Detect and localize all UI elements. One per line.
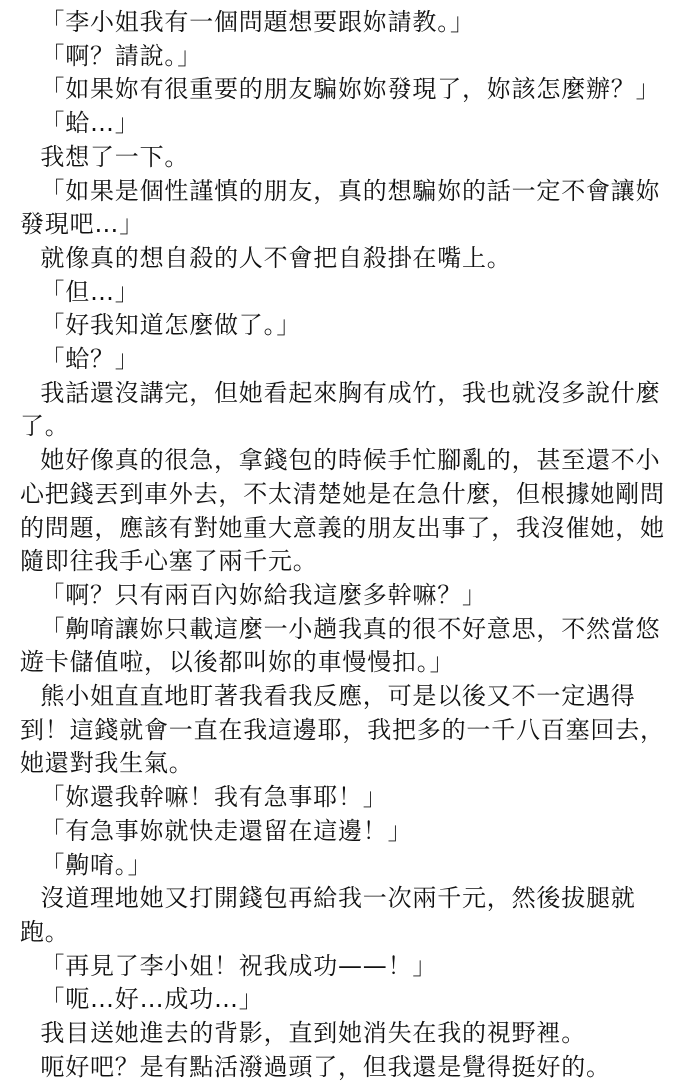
paragraph-17: 「有急事妳就快走還留在這邊！」	[40, 816, 413, 845]
paragraph-6: 「如果是個性謹慎的朋友，真的想騙妳的話一定不會讓妳發現吧…」	[20, 176, 661, 239]
paragraph-21: 「呃…好…成功…」	[40, 985, 264, 1014]
paragraph-18: 「齁唷。」	[40, 850, 153, 879]
paragraph-19: 沒道理地她又打開錢包再給我一次兩千元，然後拔腿就跑。	[20, 884, 636, 946]
paragraph-2: 「啊？請說。」	[40, 41, 202, 70]
paragraph-23: 呃好吧？是有點活潑過頭了，但我還是覺得挺好的。	[40, 1052, 611, 1081]
paragraph-4: 「蛤…」	[40, 109, 140, 138]
paragraph-15: 熊小姐直直地盯著我看我反應，可是以後又不一定遇得到！這錢就會一直在我這邊耶，我把多的一千八百塞回去，她還對我生氣。	[20, 682, 665, 778]
story-text	[20, 6, 668, 1085]
paragraph-5: 我想了一下。	[40, 142, 190, 171]
paragraph-1: 「李小姐我有一個問題想要跟妳請教。」	[40, 8, 475, 36]
paragraph-16: 「妳還我幹嘛！我有急事耶！」	[40, 783, 388, 812]
paragraph-3: 「如果妳有很重要的朋友騙妳妳發現了，妳該怎麼辦？」	[40, 75, 661, 104]
paragraph-9: 「好我知道怎麼做了。」	[40, 311, 302, 340]
paragraph-11: 我話還沒講完，但她看起來胸有成竹，我也就沒多說什麼了。	[20, 378, 661, 441]
paragraph-10: 「蛤？」	[40, 345, 140, 374]
paragraph-8: 「但…」	[40, 277, 140, 306]
paragraph-7: 就像真的想自殺的人不會把自殺掛在嘴上。	[40, 243, 512, 272]
paragraph-22: 我目送她進去的背影，直到她消失在我的視野裡。	[40, 1019, 586, 1048]
paragraph-12: 她好像真的很急，拿錢包的時候手忙腳亂的，甚至還不小心把錢丟到車外去，不太清楚她是在急什麼，但根據她剛問的問題，應該有對她重大意義的朋友出事了，我沒催她，她隨即往我手心塞了兩千元。	[20, 446, 665, 576]
paragraph-14: 「齁唷讓妳只載這麼一小趟我真的很不好意思，不然當悠遊卡儲值啦，以後都叫妳的車慢慢扣。」	[20, 614, 661, 677]
paragraph-20: 「再見了李小姐！祝我成功——！」	[40, 951, 438, 980]
paragraph-13: 「啊？只有兩百內妳給我這麼多幹嘛？」	[40, 580, 487, 609]
